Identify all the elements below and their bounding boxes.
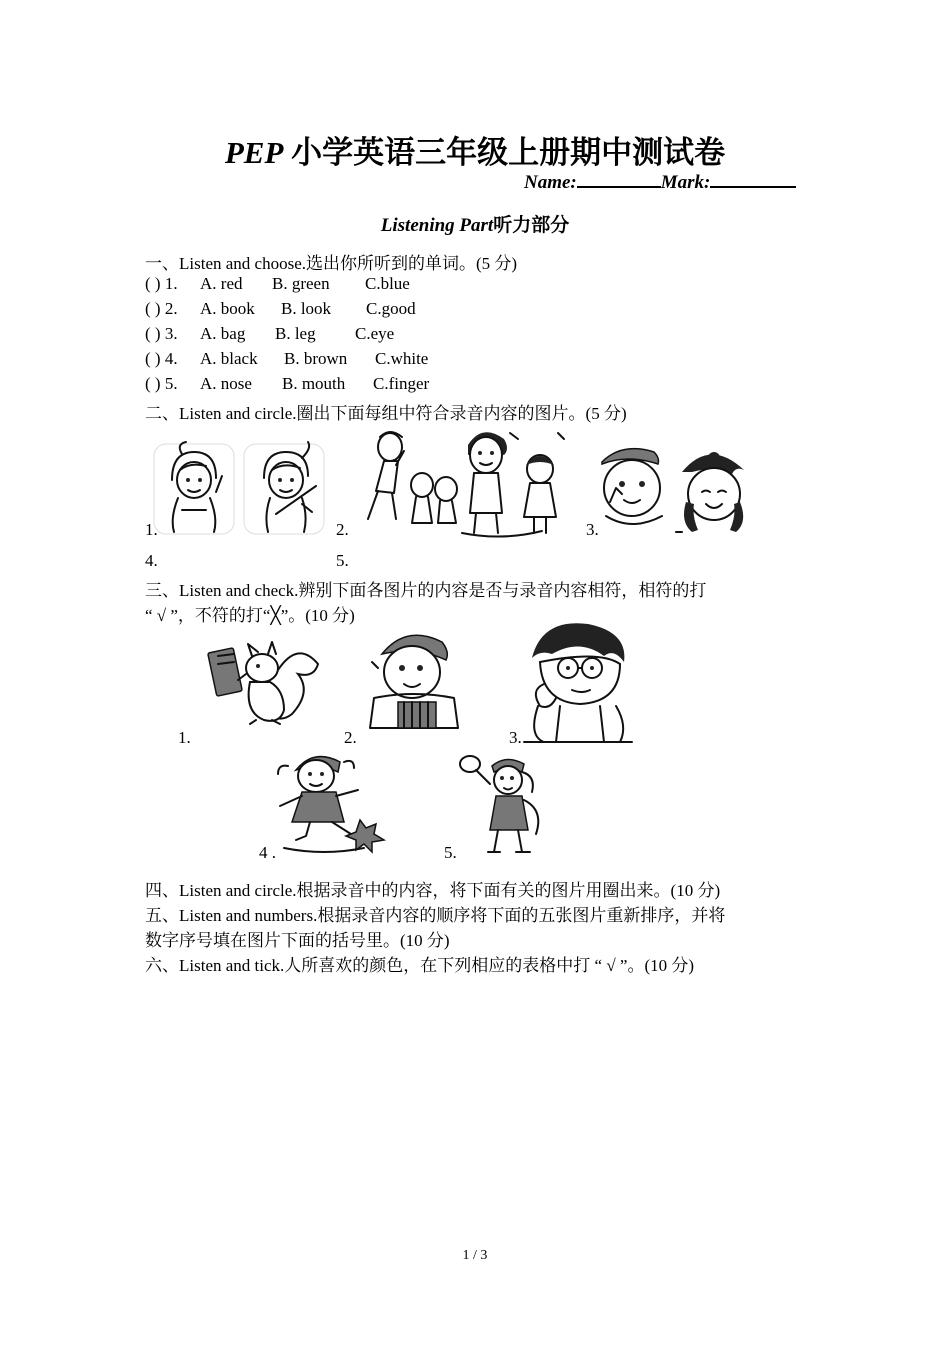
pic-label: 5.: [444, 843, 457, 862]
part-heading-en: Listening Part: [380, 215, 494, 236]
pic-label: 5.: [336, 551, 349, 570]
girl-kicking-illustration[interactable]: [274, 748, 392, 854]
mark-blank[interactable]: [710, 170, 796, 188]
pic-label: 3.: [586, 520, 599, 539]
pic-label: 4 .: [259, 843, 276, 862]
squirrel-book-illustration[interactable]: [198, 640, 320, 728]
option-a: A. red: [200, 274, 243, 293]
option-a: A. book: [200, 299, 255, 318]
option-c: C.blue: [365, 274, 410, 293]
pic-label: 2.: [336, 520, 349, 539]
section3-heading: 三、Listen and check.辨别下面各图片的内容是否与录音内容相符，相符的打: [145, 581, 707, 600]
part-heading-zh: 听力部分: [493, 215, 570, 236]
name-blank[interactable]: [577, 170, 661, 188]
option-a: A. nose: [200, 374, 252, 393]
option-b: B. mouth: [282, 374, 346, 393]
boy-with-book-illustration[interactable]: [364, 628, 464, 732]
boy-with-glasses-illustration[interactable]: [520, 622, 634, 744]
section6-heading: 六、Listen and tick.人所喜欢的颜色，在下列相应的表格中打 “ √ ”。(10 分): [145, 956, 695, 975]
pic-label: 2.: [344, 728, 357, 747]
name-label: Name:: [524, 172, 577, 193]
item-number[interactable]: ( ) 5.: [145, 374, 178, 393]
girl-pair-illustration[interactable]: [152, 440, 328, 538]
option-c: C.finger: [373, 374, 430, 393]
pic-label: 3.: [509, 728, 522, 747]
option-a: A. black: [200, 349, 258, 368]
section1-heading: 一、Listen and choose.选出你所听到的单词。(5 分): [145, 254, 518, 273]
title-main: 小学英语三年级上册期中测试卷: [291, 135, 726, 170]
option-c: C.good: [366, 299, 416, 318]
option-c: C.white: [375, 349, 429, 368]
option-b: B. look: [281, 299, 332, 318]
option-b: B. green: [272, 274, 330, 293]
title-prefix: PEP: [224, 135, 284, 170]
section5-heading: 五、Listen and numbers.根据录音内容的顺序将下面的五张图片重新排序，并将: [145, 906, 726, 925]
section4-heading: 四、Listen and circle.根据录音中的内容，将下面有关的图片用圈出来。(10 分): [145, 881, 721, 900]
option-b: B. brown: [284, 349, 348, 368]
page-title: [0, 127, 950, 172]
name-mark-line: [524, 170, 796, 194]
option-b: B. leg: [275, 324, 316, 343]
pic-label: 4.: [145, 551, 158, 570]
page-number: 1 / 3: [462, 1248, 488, 1263]
item-number[interactable]: ( ) 3.: [145, 324, 178, 343]
girl-table-tennis-illustration[interactable]: [458, 752, 548, 858]
mark-label: Mark:: [660, 172, 711, 193]
pic-label: 1.: [145, 520, 158, 539]
section2-heading: 二、Listen and circle.圈出下面每组中符合录音内容的图片。(5 分): [145, 404, 627, 423]
family-illustration[interactable]: [360, 425, 570, 539]
item-number[interactable]: ( ) 4.: [145, 349, 178, 368]
section3-heading-cont: “ √ ”，不符的打“╳”。(10 分): [145, 606, 355, 625]
option-a: A. bag: [200, 324, 246, 343]
two-children-faces-illustration[interactable]: [596, 442, 758, 536]
pic-label: 1.: [178, 728, 191, 747]
item-number[interactable]: ( ) 1.: [145, 274, 178, 293]
section5-heading-cont: 数字序号填在图片下面的括号里。(10 分): [145, 931, 450, 950]
option-c: C.eye: [355, 324, 395, 343]
part-heading: [0, 210, 950, 237]
item-number[interactable]: ( ) 2.: [145, 299, 178, 318]
